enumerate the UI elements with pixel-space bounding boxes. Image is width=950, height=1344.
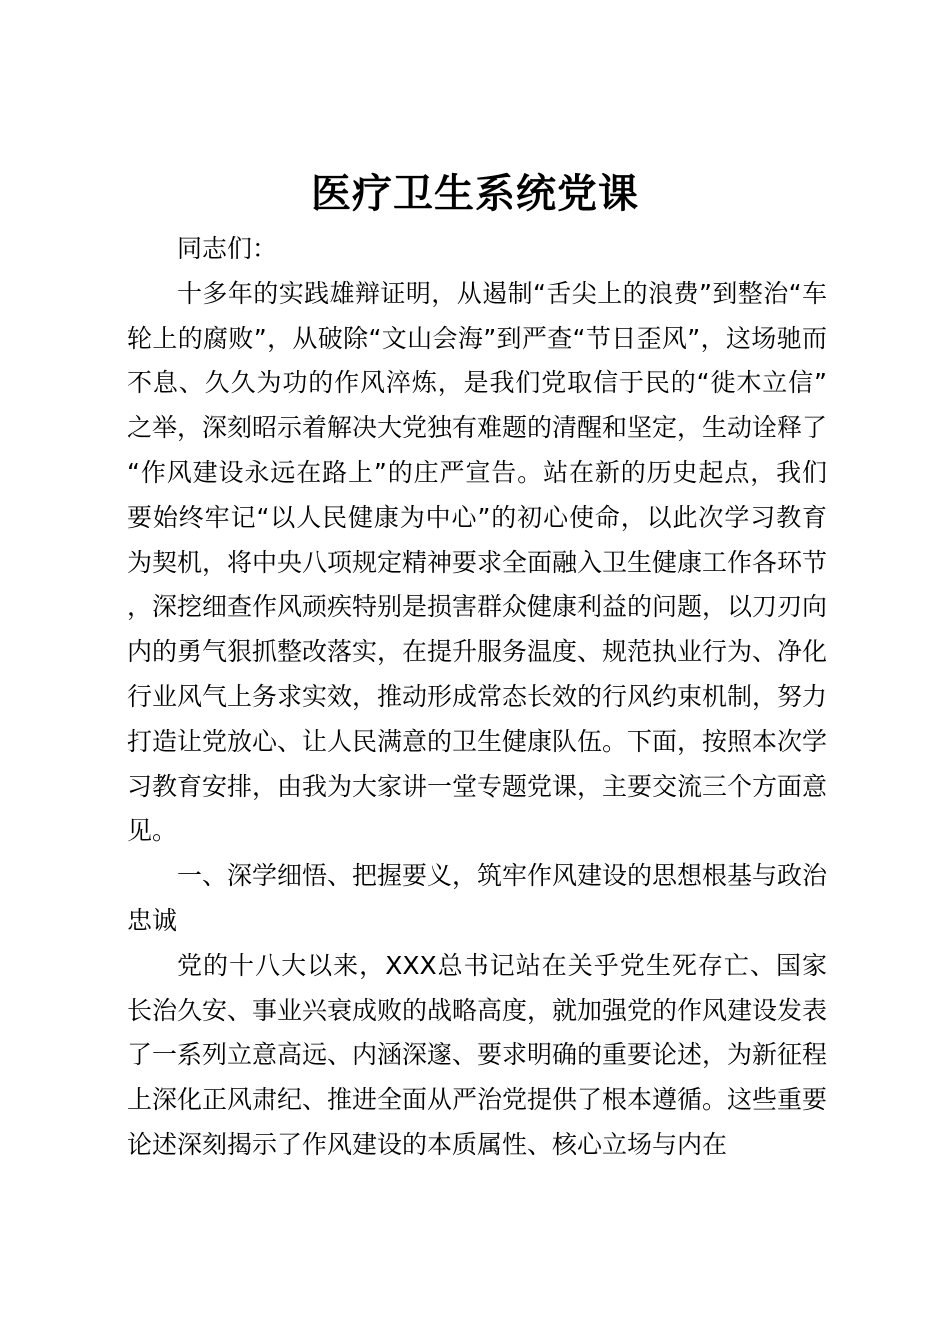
document-body — [127, 227, 827, 1168]
section-paragraph: 党的十八大以来，XXX总书记站在关乎党生死存亡、国家长治久安、事业兴衰成败的战略高度，就加强党的作风建设发表了一系列立意高远、内涵深邃、要求明确的重要论述，为新征程上深化正风肃纪、推进全面从严治党提供了根本遵循。这些重要论述深刻揭示了作风建设的本质属性、核心立场与内在 — [127, 950, 828, 1159]
section-heading: 一、深学细悟、把握要义，筑牢作风建设的思想根基与政治忠诚 — [127, 861, 828, 935]
document-title: 医疗卫生系统党课 — [311, 170, 639, 217]
salutation: 同志们： — [177, 234, 278, 263]
intro-paragraph: 十多年的实践雄辩证明，从遏制“舌尖上的浪费”到整治“车轮上的腐败”，从破除“文山会海”到严查“节日歪风”，这场驰而不息、久久为功的作风淬炼，是我们党取信于民的“徙木立信”之举，深刻昭示着解决大党独有难题的清醒和坚定，生动诠释了“作风建设永远在路上”的庄严宣告。站在新的历史起点，我们要始终牢记“以人民健康为中心”的初心使命，以此次学习教育为契机，将中央八项规定精神要求全面融入卫生健康工作各环节，深挖细查作风顽疾特别是损害群众健康利益的问题，以刀刃向内的勇气狠抓整改落实，在提升服务温度、规范执业行为、净化行业风气上务求实效，推动形成常态长效的行风约束机制，努力打造让党放心、让人民满意的卫生健康队伍。下面，按照本次学习教育安排，由我为大家讲一堂专题党课，主要交流三个方面意见。 — [127, 278, 828, 846]
